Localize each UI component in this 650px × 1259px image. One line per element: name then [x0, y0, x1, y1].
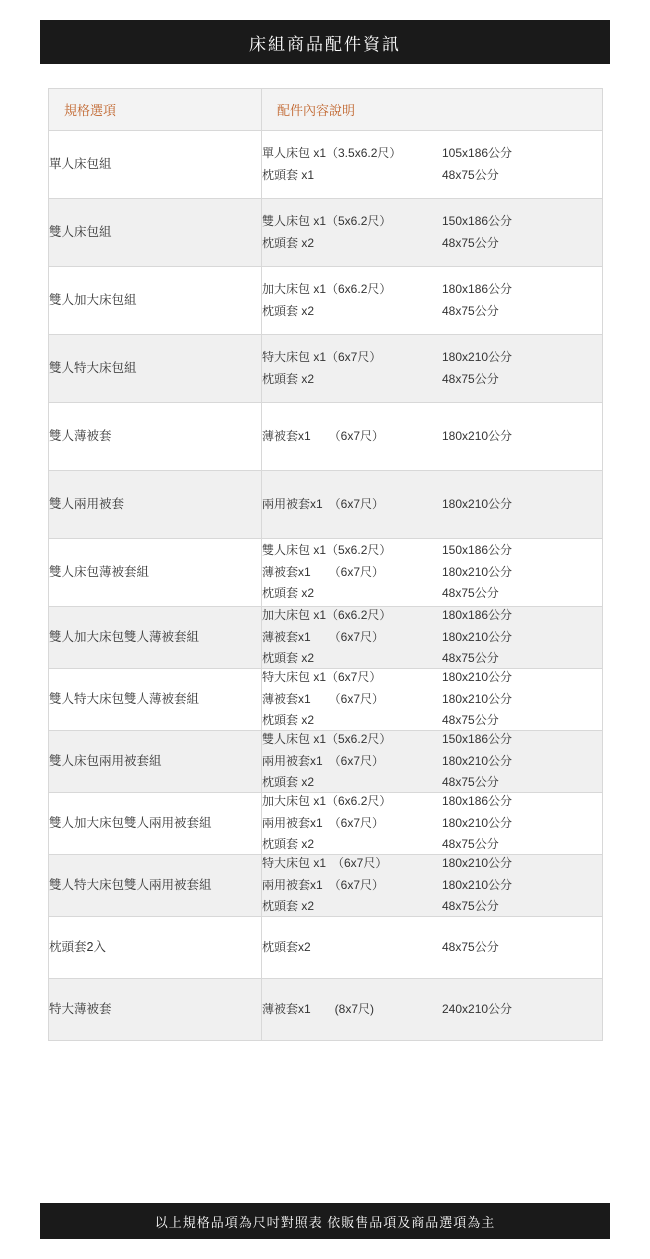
row-contents-cell: [262, 199, 603, 267]
table-row: [49, 539, 603, 607]
row-item-text: 雙人床包 x1（5x6.2尺）: [262, 732, 392, 747]
table-row: [49, 471, 603, 539]
row-contents-line: [262, 585, 602, 602]
row-option-name: 特大薄被套: [49, 979, 262, 1041]
row-contents-lines: [262, 1001, 602, 1018]
row-dimension-text: 150x186公分: [442, 214, 513, 229]
row-item-text: 枕頭套x2: [262, 939, 311, 954]
row-dimension-text: 180x210公分: [442, 856, 513, 871]
row-item-text: 枕頭套 x2: [262, 586, 315, 601]
row-option-name: 雙人特大床包雙人薄被套組: [49, 669, 262, 731]
row-contents-lines: [262, 281, 602, 320]
table-row: [49, 979, 603, 1041]
row-dimension-text: 48x75公分: [442, 899, 499, 914]
column-header-contents: [262, 89, 603, 131]
row-contents-cell: [262, 607, 603, 669]
table-row: [49, 131, 603, 199]
row-contents-lines: [262, 213, 602, 252]
column-header-contents-label: 配件內容說明: [277, 103, 356, 118]
row-dimension-text: 48x75公分: [442, 303, 499, 318]
row-dimension-text: 48x75公分: [442, 371, 499, 386]
row-contents-cell: [262, 267, 603, 335]
row-dimension-text: 48x75公分: [442, 586, 499, 601]
row-contents-line: [262, 145, 602, 162]
table-header-row: [49, 89, 603, 131]
row-contents-cell: [262, 471, 603, 539]
table-row: [49, 731, 603, 793]
row-option-name: 單人床包組: [49, 131, 262, 199]
row-contents-line: [262, 691, 602, 708]
row-option-name: 枕頭套2入: [49, 917, 262, 979]
row-option-name: 雙人床包薄被套組: [49, 539, 262, 607]
row-contents-cell: [262, 855, 603, 917]
table-row: [49, 199, 603, 267]
row-item-text: 雙人床包 x1（5x6.2尺）: [262, 543, 392, 558]
row-contents-line: [262, 213, 602, 230]
table-row: [49, 917, 603, 979]
row-item-text: 枕頭套 x2: [262, 899, 315, 914]
row-item-text: 兩用被套x1 （6x7尺）: [262, 877, 385, 892]
row-contents-line: [262, 712, 602, 729]
row-contents-lines: [262, 855, 602, 915]
row-contents-line: [262, 167, 602, 184]
row-contents-line: [262, 349, 602, 366]
row-option-name: 雙人床包兩用被套組: [49, 731, 262, 793]
row-contents-lines: [262, 145, 602, 184]
row-dimension-text: 48x75公分: [442, 167, 499, 182]
table-row: [49, 403, 603, 471]
row-item-text: 枕頭套 x2: [262, 775, 315, 790]
row-dimension-text: 180x210公分: [442, 691, 513, 706]
row-item-text: 薄被套x1 (8x7尺): [262, 1001, 375, 1016]
row-item-text: 特大床包 x1（6x7尺）: [262, 670, 382, 685]
row-contents-lines: [262, 669, 602, 729]
row-contents-line: [262, 669, 602, 686]
row-dimension-text: 180x186公分: [442, 794, 513, 809]
row-item-text: 加大床包 x1（6x6.2尺）: [262, 794, 392, 809]
row-item-text: 加大床包 x1（6x6.2尺）: [262, 282, 392, 297]
row-contents-line: [262, 774, 602, 791]
row-item-text: 雙人床包 x1（5x6.2尺）: [262, 214, 392, 229]
row-contents-cell: [262, 917, 603, 979]
table-row: [49, 793, 603, 855]
row-contents-line: [262, 428, 602, 445]
row-option-name: 雙人加大床包雙人薄被套組: [49, 607, 262, 669]
spec-table-wrapper: [48, 88, 602, 1041]
row-contents-line: [262, 731, 602, 748]
table-row: [49, 607, 603, 669]
row-contents-cell: [262, 979, 603, 1041]
row-item-text: 薄被套x1 （6x7尺）: [262, 691, 385, 706]
row-contents-lines: [262, 349, 602, 388]
row-option-name: 雙人兩用被套: [49, 471, 262, 539]
row-dimension-text: 180x210公分: [442, 877, 513, 892]
table-row: [49, 267, 603, 335]
row-item-text: 特大床包 x1（6x7尺）: [262, 350, 382, 365]
row-dimension-text: 180x210公分: [442, 564, 513, 579]
row-dimension-text: 180x210公分: [442, 350, 513, 365]
row-item-text: 單人床包 x1（3.5x6.2尺）: [262, 146, 402, 161]
row-dimension-text: 180x210公分: [442, 496, 513, 511]
row-dimension-text: 48x75公分: [442, 235, 499, 250]
row-option-name: 雙人特大床包組: [49, 335, 262, 403]
row-contents-line: [262, 650, 602, 667]
row-dimension-text: 48x75公分: [442, 939, 499, 954]
row-contents-line: [262, 629, 602, 646]
row-dimension-text: 180x186公分: [442, 282, 513, 297]
spec-table: [48, 88, 603, 1041]
table-row: [49, 335, 603, 403]
row-contents-cell: [262, 731, 603, 793]
row-item-text: 枕頭套 x2: [262, 651, 315, 666]
row-item-text: 枕頭套 x2: [262, 303, 315, 318]
row-option-name: 雙人加大床包雙人兩用被套組: [49, 793, 262, 855]
row-contents-line: [262, 371, 602, 388]
row-contents-line: [262, 877, 602, 894]
row-item-text: 兩用被套x1 （6x7尺）: [262, 496, 385, 511]
row-contents-cell: [262, 793, 603, 855]
row-dimension-text: 240x210公分: [442, 1001, 513, 1016]
page-title-text: 床組商品配件資訊: [249, 34, 401, 54]
row-contents-lines: [262, 428, 602, 445]
row-contents-line: [262, 303, 602, 320]
row-contents-cell: [262, 131, 603, 199]
row-contents-lines: [262, 607, 602, 667]
row-contents-line: [262, 753, 602, 770]
row-option-name: 雙人薄被套: [49, 403, 262, 471]
row-contents-lines: [262, 496, 602, 513]
row-item-text: 枕頭套 x2: [262, 371, 315, 386]
column-header-option-label: 規格選項: [64, 103, 117, 118]
spec-table-body: [49, 131, 603, 1041]
row-contents-cell: [262, 335, 603, 403]
row-contents-line: [262, 235, 602, 252]
row-contents-line: [262, 281, 602, 298]
row-item-text: 薄被套x1 （6x7尺）: [262, 428, 385, 443]
row-item-text: 枕頭套 x1: [262, 167, 315, 182]
row-contents-lines: [262, 939, 602, 956]
table-row: [49, 855, 603, 917]
row-dimension-text: 48x75公分: [442, 651, 499, 666]
row-contents-line: [262, 898, 602, 915]
row-contents-line: [262, 815, 602, 832]
row-contents-line: [262, 939, 602, 956]
row-contents-cell: [262, 403, 603, 471]
row-contents-line: [262, 855, 602, 872]
row-contents-line: [262, 496, 602, 513]
footer-note-text: 以上規格品項為尺吋對照表 依販售品項及商品選項為主: [154, 1214, 496, 1230]
spec-table-head: [49, 89, 603, 131]
row-contents-cell: [262, 669, 603, 731]
row-dimension-text: 150x186公分: [442, 732, 513, 747]
row-item-text: 薄被套x1 （6x7尺）: [262, 564, 385, 579]
page-title: [40, 20, 610, 64]
footer-note: [40, 1203, 610, 1239]
row-item-text: 加大床包 x1（6x6.2尺）: [262, 608, 392, 623]
row-dimension-text: 48x75公分: [442, 837, 499, 852]
row-item-text: 枕頭套 x2: [262, 713, 315, 728]
column-header-option: [49, 89, 262, 131]
row-dimension-text: 180x186公分: [442, 608, 513, 623]
row-item-text: 枕頭套 x2: [262, 235, 315, 250]
row-dimension-text: 180x210公分: [442, 629, 513, 644]
row-contents-line: [262, 1001, 602, 1018]
row-contents-lines: [262, 542, 602, 602]
row-contents-lines: [262, 731, 602, 791]
row-contents-line: [262, 836, 602, 853]
row-contents-cell: [262, 539, 603, 607]
row-option-name: 雙人特大床包雙人兩用被套組: [49, 855, 262, 917]
row-contents-line: [262, 793, 602, 810]
table-row: [49, 669, 603, 731]
row-dimension-text: 105x186公分: [442, 146, 513, 161]
row-item-text: 枕頭套 x2: [262, 837, 315, 852]
row-dimension-text: 48x75公分: [442, 713, 499, 728]
row-item-text: 兩用被套x1 （6x7尺）: [262, 753, 385, 768]
row-contents-line: [262, 607, 602, 624]
row-dimension-text: 48x75公分: [442, 775, 499, 790]
row-option-name: 雙人床包組: [49, 199, 262, 267]
row-item-text: 薄被套x1 （6x7尺）: [262, 629, 385, 644]
row-dimension-text: 180x210公分: [442, 428, 513, 443]
row-item-text: 兩用被套x1 （6x7尺）: [262, 815, 385, 830]
row-contents-line: [262, 542, 602, 559]
row-dimension-text: 180x210公分: [442, 753, 513, 768]
row-dimension-text: 150x186公分: [442, 543, 513, 558]
row-contents-lines: [262, 793, 602, 853]
row-option-name: 雙人加大床包組: [49, 267, 262, 335]
row-item-text: 特大床包 x1 （6x7尺）: [262, 856, 388, 871]
row-contents-line: [262, 564, 602, 581]
row-dimension-text: 180x210公分: [442, 815, 513, 830]
row-dimension-text: 180x210公分: [442, 670, 513, 685]
